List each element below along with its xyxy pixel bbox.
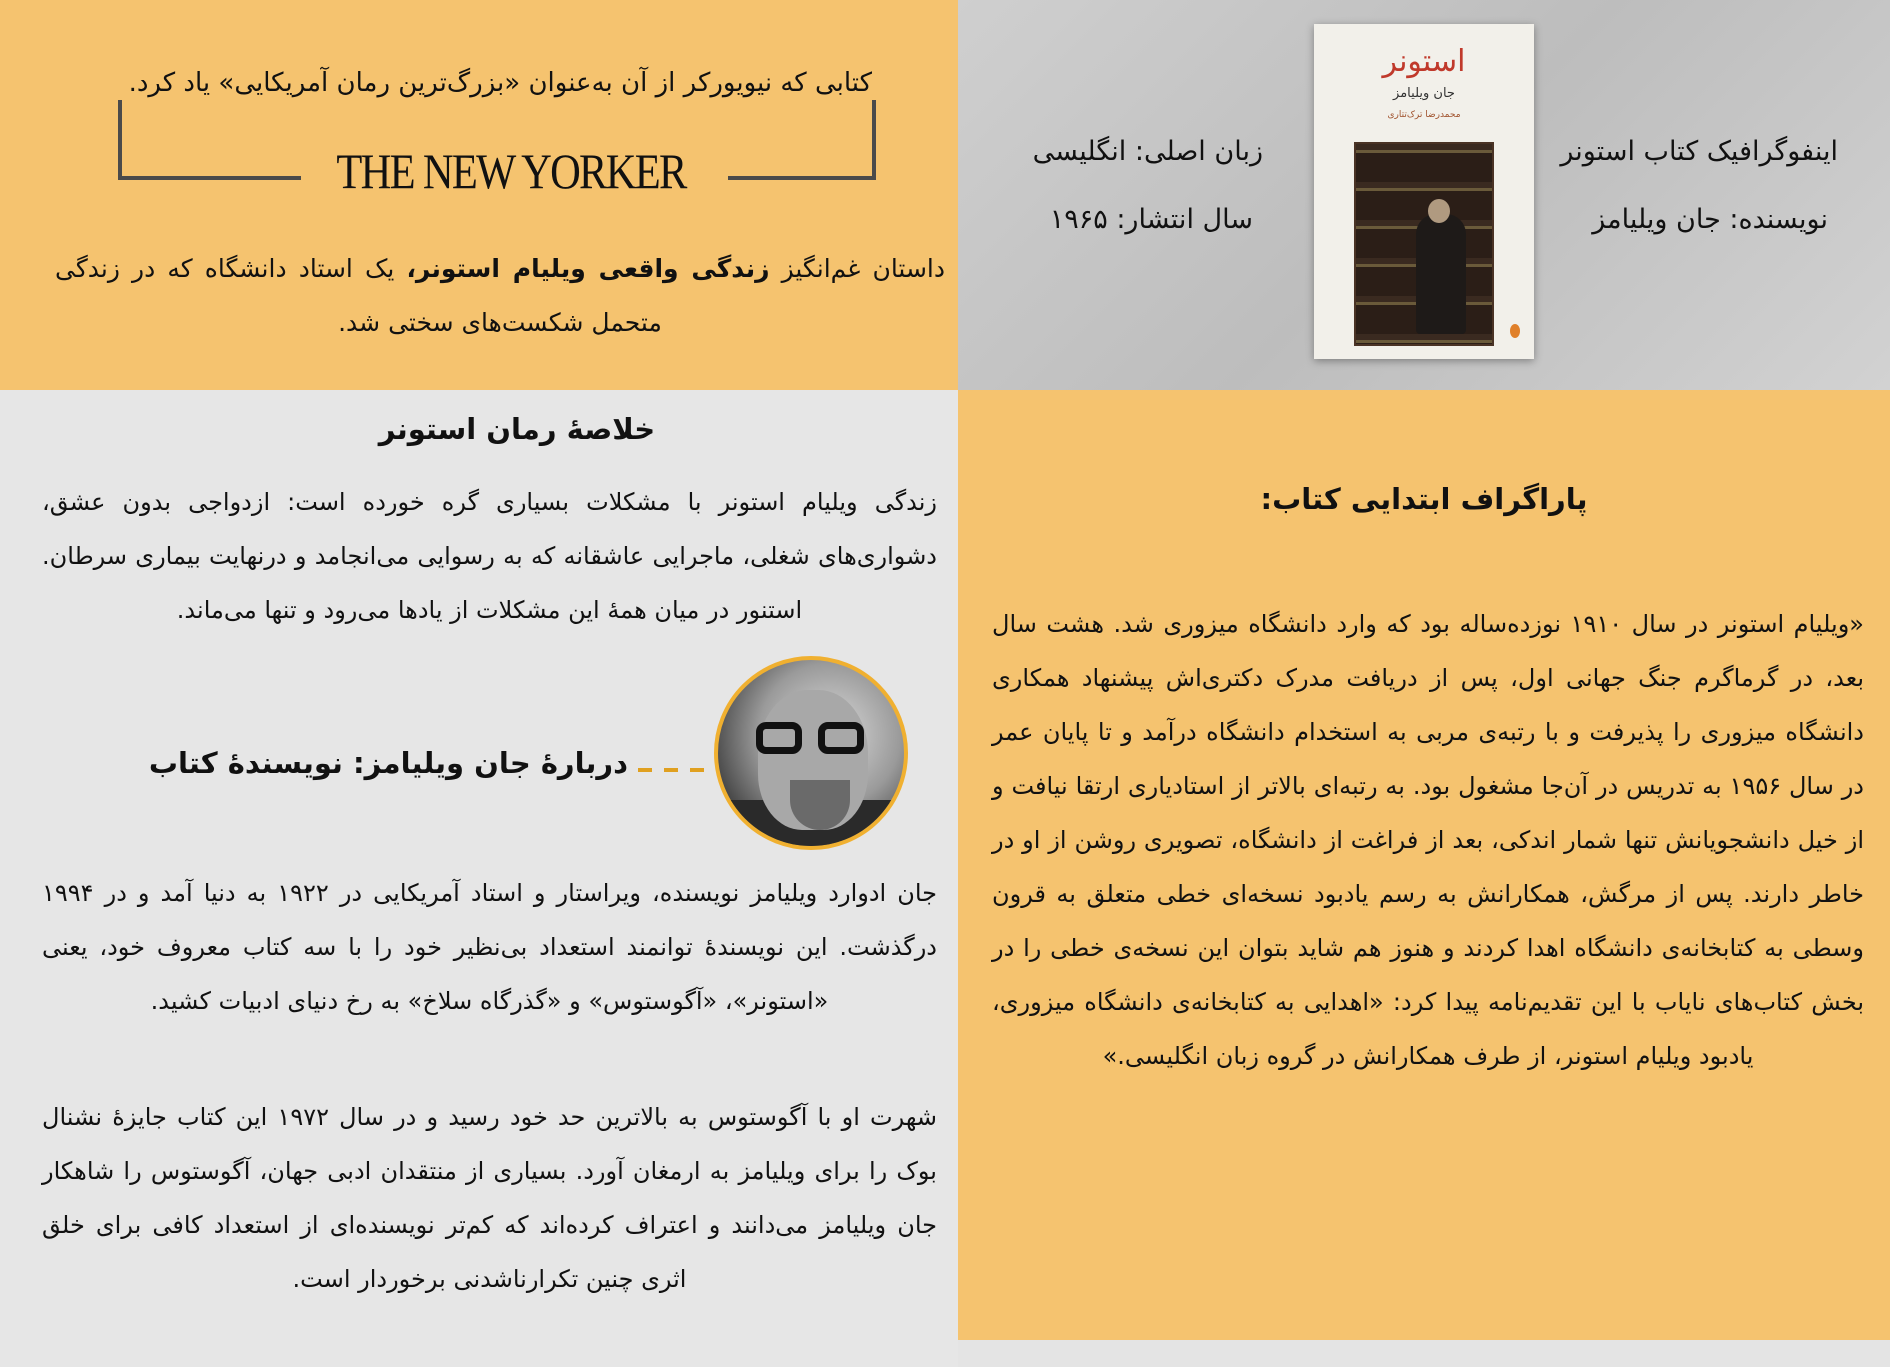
bracket-left-horizontal bbox=[118, 176, 301, 180]
bracket-right-horizontal bbox=[728, 176, 876, 180]
cover-painting bbox=[1354, 142, 1494, 346]
desc-before: داستان غم‌انگیز bbox=[769, 254, 946, 283]
new-yorker-panel bbox=[0, 0, 958, 390]
about-author-para-1: جان ادوارد ویلیامز نویسنده، ویراستار و استاد آمریکایی در ۱۹۲۲ به دنیا آمد و در ۱۹۹۴ درگذشت. این نویسندهٔ توانمند استعداد بی‌نظیر خود را با سه کتاب معروف خود، یعنی «استونر»، «آگوستوس» و «گذرگاه سلاخ» به رخ دنیای ادبیات کشید. bbox=[42, 879, 937, 1015]
summary-text: زندگی ویلیام استونر با مشکلات بسیاری گره خورده است: ازدواجی بدون عشق، دشواری‌های شغلی، ماجرایی عاشقانه که به رسوایی می‌انجامد و درنهایت بیماری سرطان. استنور در میان همهٔ این مشکلات از یادها می‌رود و تنها می‌ماند. bbox=[42, 488, 937, 624]
cover-title: استونر bbox=[1382, 44, 1466, 79]
dash-3 bbox=[690, 768, 704, 772]
new-yorker-logo: THE NEW YORKER bbox=[336, 143, 686, 199]
opening-text: «ویلیام استونر در سال ۱۹۱۰ نوزده‌ساله بود که وارد دانشگاه میزوری شد. هشت سال بعد، در گرماگرم جنگ جهانی اول، پس از دریافت مدرک دکتری‌اش پیشنهاد همکاری دانشگاه میزوری را پذیرفت و با رتبه‌ی مربی به استخدام دانشگاه درآمد و تا پایان عمر در سال ۱۹۵۶ به تدریس در آن‌جا مشغول بود. به رتبه‌ای بالاتر از استادیاری ارتقا نیافت و از خیل دانشجویانش تنها شمار اندکی، بعد از فراغت از دانشگاه، تصویری روشن از او در خاطر دارند. پس از مرگش، همکارانش به رسم یادبود نسخه‌ای خطی متعلق به قرون وسطی به کتابخانه‌ی دانشگاه اهدا کردند و هنوز هم شاید بتوان این نسخه‌ی خطی را در بخش کتاب‌های نایاب با این تقدیم‌نامه پیدا کرد: «اهدایی به کتابخانه‌ی دانشگاه میزوری، یادبود ویلیام استونر، از طرف همکارانش در گروه زبان انگلیسی.» bbox=[992, 610, 1864, 1070]
cover-translator: محمدرضا ترک‌تتاری bbox=[1387, 110, 1461, 120]
about-author-para-2: شهرت او با آگوستوس به بالاترین حد خود رسید و در سال ۱۹۷۲ این کتاب جایزهٔ نشنال بوک را برای ویلیامز به ارمغان آورد. بسیاری از منتقدان ادبی جهان، آگوستوس را شاهکار جان ویلیامز می‌دانند و اعتراف کرده‌اند که کم‌تر نویسنده‌ای از استعداد کافی برای خلق اثری چنین تکرارناشدنی برخوردار است. bbox=[42, 1103, 937, 1293]
summary-heading: خلاصهٔ رمان استونر bbox=[378, 412, 656, 446]
publisher-logo-icon bbox=[1510, 324, 1520, 338]
about-author-heading: دربارهٔ جان ویلیامز: نویسندهٔ کتاب bbox=[148, 746, 628, 780]
desc-bold: زندگی واقعی ویلیام استونر، bbox=[406, 254, 770, 283]
cover-author: جان ویلیامز bbox=[1393, 86, 1455, 101]
dash-1 bbox=[638, 768, 652, 772]
year-line: سال انتشار: ۱۹۶۵ bbox=[1049, 204, 1253, 235]
opening-heading: پاراگراف ابتدایی کتاب: bbox=[1260, 482, 1588, 516]
infographic-title: اینفوگرافیک کتاب استونر bbox=[1560, 136, 1838, 167]
bracket-right-vertical bbox=[872, 100, 876, 180]
author-line: نویسنده: جان ویلیامز bbox=[1592, 204, 1828, 235]
language-line: زبان اصلی: انگلیسی bbox=[1032, 136, 1263, 167]
author-portrait bbox=[714, 656, 908, 850]
bracket-left-vertical bbox=[118, 100, 122, 180]
book-cover bbox=[1314, 24, 1534, 359]
new-yorker-quote: کتابی که نیویورکر از آن به‌عنوان «بزرگ‌ترین رمان آمریکایی» یاد کرد. bbox=[128, 68, 872, 98]
new-yorker-description bbox=[55, 242, 945, 350]
desc-after: یک استاد دانشگاه که در زندگی متحمل شکست‌های سختی شد. bbox=[55, 254, 662, 337]
dash-2 bbox=[664, 768, 678, 772]
